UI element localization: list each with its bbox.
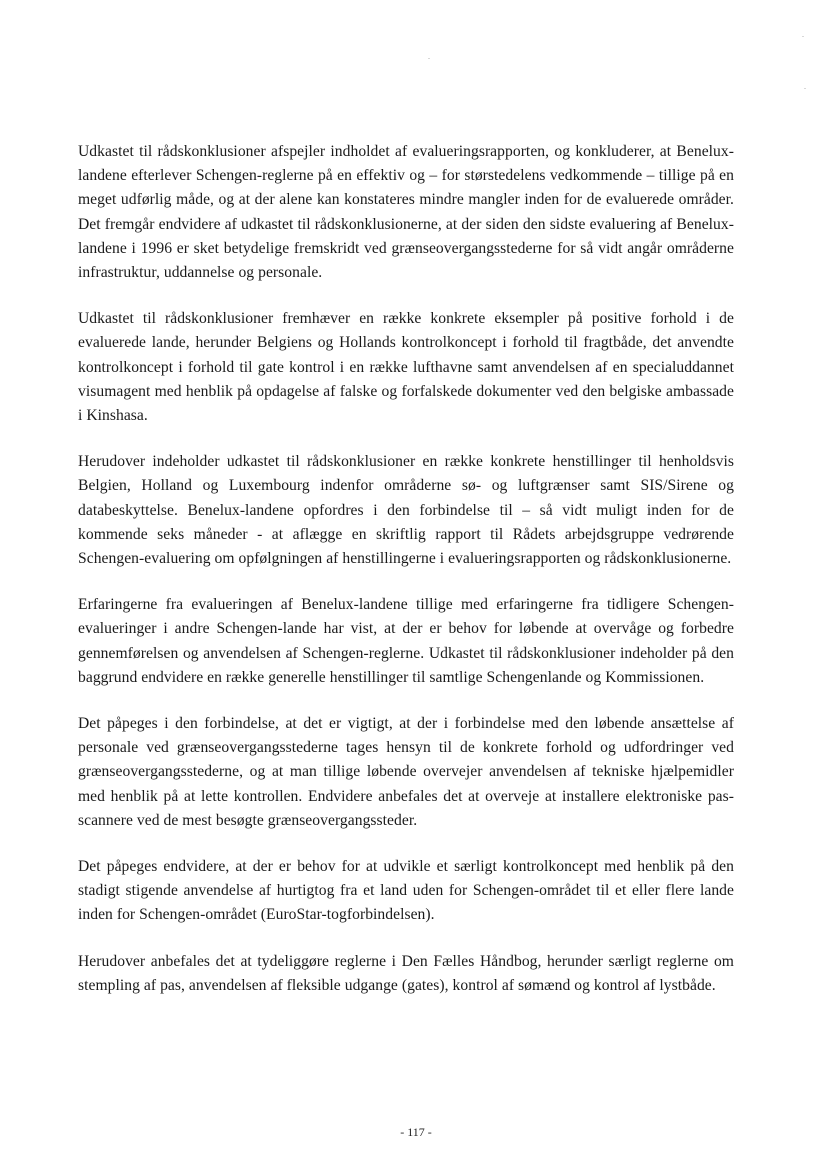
paragraph-3: Herudover indeholder udkastet til rådskonklusioner en række konkrete henstillinger til henholdsvis Belgien, Holland og Luxembourg indenfor områderne sø- og luftgrænser samt SIS/Sirene og databeskyttelse. Benelux-landene opfordres i den forbindelse til – så vidt muligt inden for de kommende seks måneder - at aflægge en skriftlig rapport til Rådets arbejdsgruppe vedrørende Schengen-evaluering om opfølgningen af henstillingerne i evalueringsrapporten og rådskonklusionerne. <box>78 453 734 568</box>
paragraph-6: Det påpeges endvidere, at der er behov for at udvikle et særligt kontrolkoncept med henblik på den stadigt stigende anvendelse af hurtigtog fra et land uden for Schengen-området til et eller flere lande inden for Schengen-området (EuroStar-togforbindelsen). <box>78 858 734 924</box>
scan-speck <box>802 36 804 37</box>
scan-speck <box>428 58 430 59</box>
paragraph-7: Herudover anbefales det at tydeliggøre reglerne i Den Fælles Håndbog, herunder særligt reglerne om stempling af pas, anvendelsen af fleksible udgange (gates), kontrol af sømænd og kontrol af lystbåde. <box>78 952 734 994</box>
paragraph-5: Det påpeges i den forbindelse, at det er vigtigt, at der i forbindelse med den løbende ansættelse af personale ved grænseovergangsstederne tages hensyn til de konkrete forhold og udfordringer ved grænseovergangsstederne, og at man tillige løbende overvejer anvendelsen af tekniske hjælpemidler med henblik på at lette kontrollen. Endvidere anbefales det at overveje at installere elektroniske pas-scannere ved de mest besøgte grænseovergangssteder. <box>78 715 734 829</box>
paragraph-4: Erfaringerne fra evalueringen af Benelux-landene tillige med erfaringerne fra tidligere Schengen-evalueringer i andre Schengen-lande har vist, at der er behov for løbende at overvåge og forbedre gennemførelsen og anvendelsen af Schengen-reglerne. Udkastet til rådskonklusioner indeholder på den baggrund endvidere en række generelle henstillinger til samtlige Schengenlande og Kommissionen. <box>78 596 734 686</box>
scan-speck <box>804 88 806 89</box>
paragraph-1: Udkastet til rådskonklusioner afspejler indholdet af evalueringsrapporten, og konkluderer, at Benelux-landene efterlever Schengen-reglerne på en effektiv og – for størstedelens vedkommende – tillige på en meget udførlig måde, og at der alene kan konstateres mindre mangler inden for de evaluerede områder. Det fremgår endvidere af udkastet til rådskonklusionerne, at der siden den sidste evaluering af Benelux-landene i 1996 er sket betydelige fremskridt ved grænseovergangsstederne for så vidt angår områderne infrastruktur, uddannelse og personale. <box>78 143 734 282</box>
paragraph-2: Udkastet til rådskonklusioner fremhæver en række konkrete eksempler på positive forhold i de evaluerede lande, herunder Belgiens og Hollands kontrolkoncept i forhold til fragtbåde, det anvendte kontrolkoncept i forhold til gate kontrol i en række lufthavne samt anvendelsen af en specialuddannet visumagent med henblik på opdagelse af falske og forfalskede dokumenter ved den belgiske ambassade i Kinshasa. <box>78 310 734 425</box>
body-text <box>78 140 734 1020</box>
page-number: - 117 - <box>400 1125 432 1139</box>
